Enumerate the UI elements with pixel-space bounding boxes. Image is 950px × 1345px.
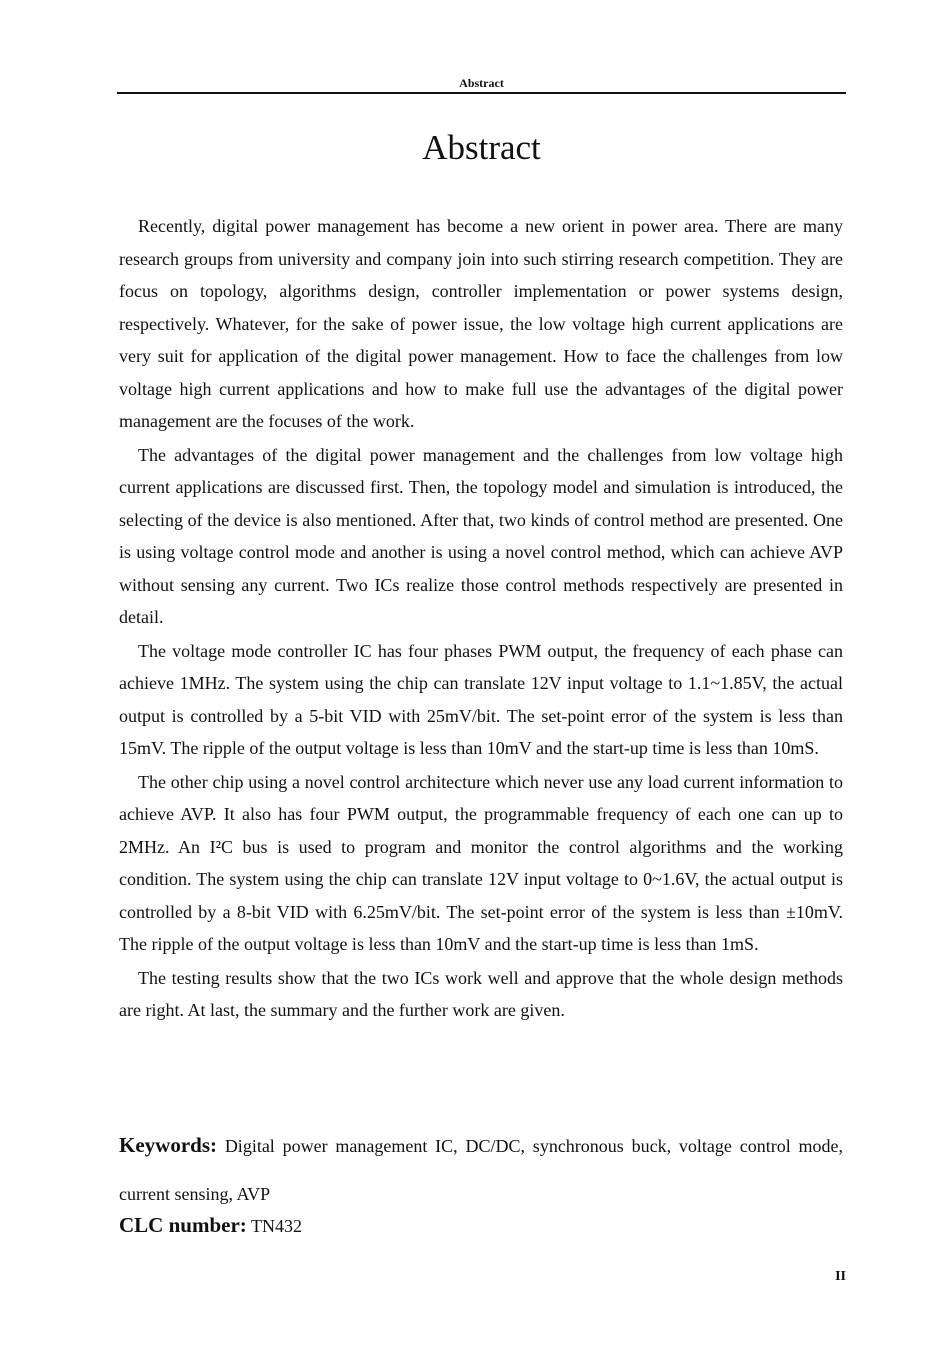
keywords-text: Digital power management IC, DC/DC, synchronous buck, voltage control mode, current sensing, AVP (119, 1136, 843, 1204)
page-number: II (835, 1269, 846, 1284)
running-header: Abstract (459, 76, 504, 90)
abstract-paragraph-1: Recently, digital power management has become a new orient in power area. There are many research groups from university and company join into such stirring research competition. They are focus on topology, algorithms design, controller implementation or power systems design, respectively. Whatever, for the sake of power issue, the low voltage high current applications are very suit for application of the digital power management. How to face the challenges from low voltage high current applications and how to make full use the advantages of the digital power management are the focuses of the work. (119, 216, 843, 431)
keywords-section (119, 1121, 843, 1218)
abstract-paragraph-5: The testing results show that the two ICs work well and approve that the whole design methods are right. At last, the summary and the further work are given. (119, 967, 843, 1020)
clc-section (119, 1209, 843, 1242)
abstract-paragraph-2: The advantages of the digital power management and the challenges from low voltage high current applications are discussed first. Then, the topology model and simulation is introduced, the selecting of the device is also mentioned. After that, two kinds of control method are presented. One is using voltage control mode and another is using a novel control method, which can achieve AVP without sensing any current. Two ICs realize those control methods respectively are presented in detail. (119, 444, 843, 627)
abstract-paragraph-4: The other chip using a novel control architecture which never use any load current information to achieve AVP. It also has four PWM output, the programmable frequency of each one can up to 2MHz. An I²C bus is used to program and monitor the control algorithms and the working condition. The system using the chip can translate 12V input voltage to 0~1.6V, the actual output is controlled by a 8-bit VID with 6.25mV/bit. The set-point error of the system is less than ±10mV. The ripple of the output voltage is less than 10mV and the start-up time is less than 1mS. (119, 771, 843, 954)
page-title: Abstract (422, 128, 541, 167)
clc-label: CLC number: (119, 1213, 247, 1237)
clc-value: TN432 (250, 1216, 302, 1236)
keywords-label: Keywords: (119, 1133, 217, 1157)
header-rule (117, 92, 846, 94)
abstract-body (119, 210, 843, 1028)
abstract-paragraph-3: The voltage mode controller IC has four phases PWM output, the frequency of each phase can achieve 1MHz. The system using the chip can translate 12V input voltage to 1.1~1.85V, the actual output is controlled by a 5-bit VID with 25mV/bit. The set-point error of the system is less than 15mV. The ripple of the output voltage is less than 10mV and the start-up time is less than 10mS. (119, 640, 843, 758)
